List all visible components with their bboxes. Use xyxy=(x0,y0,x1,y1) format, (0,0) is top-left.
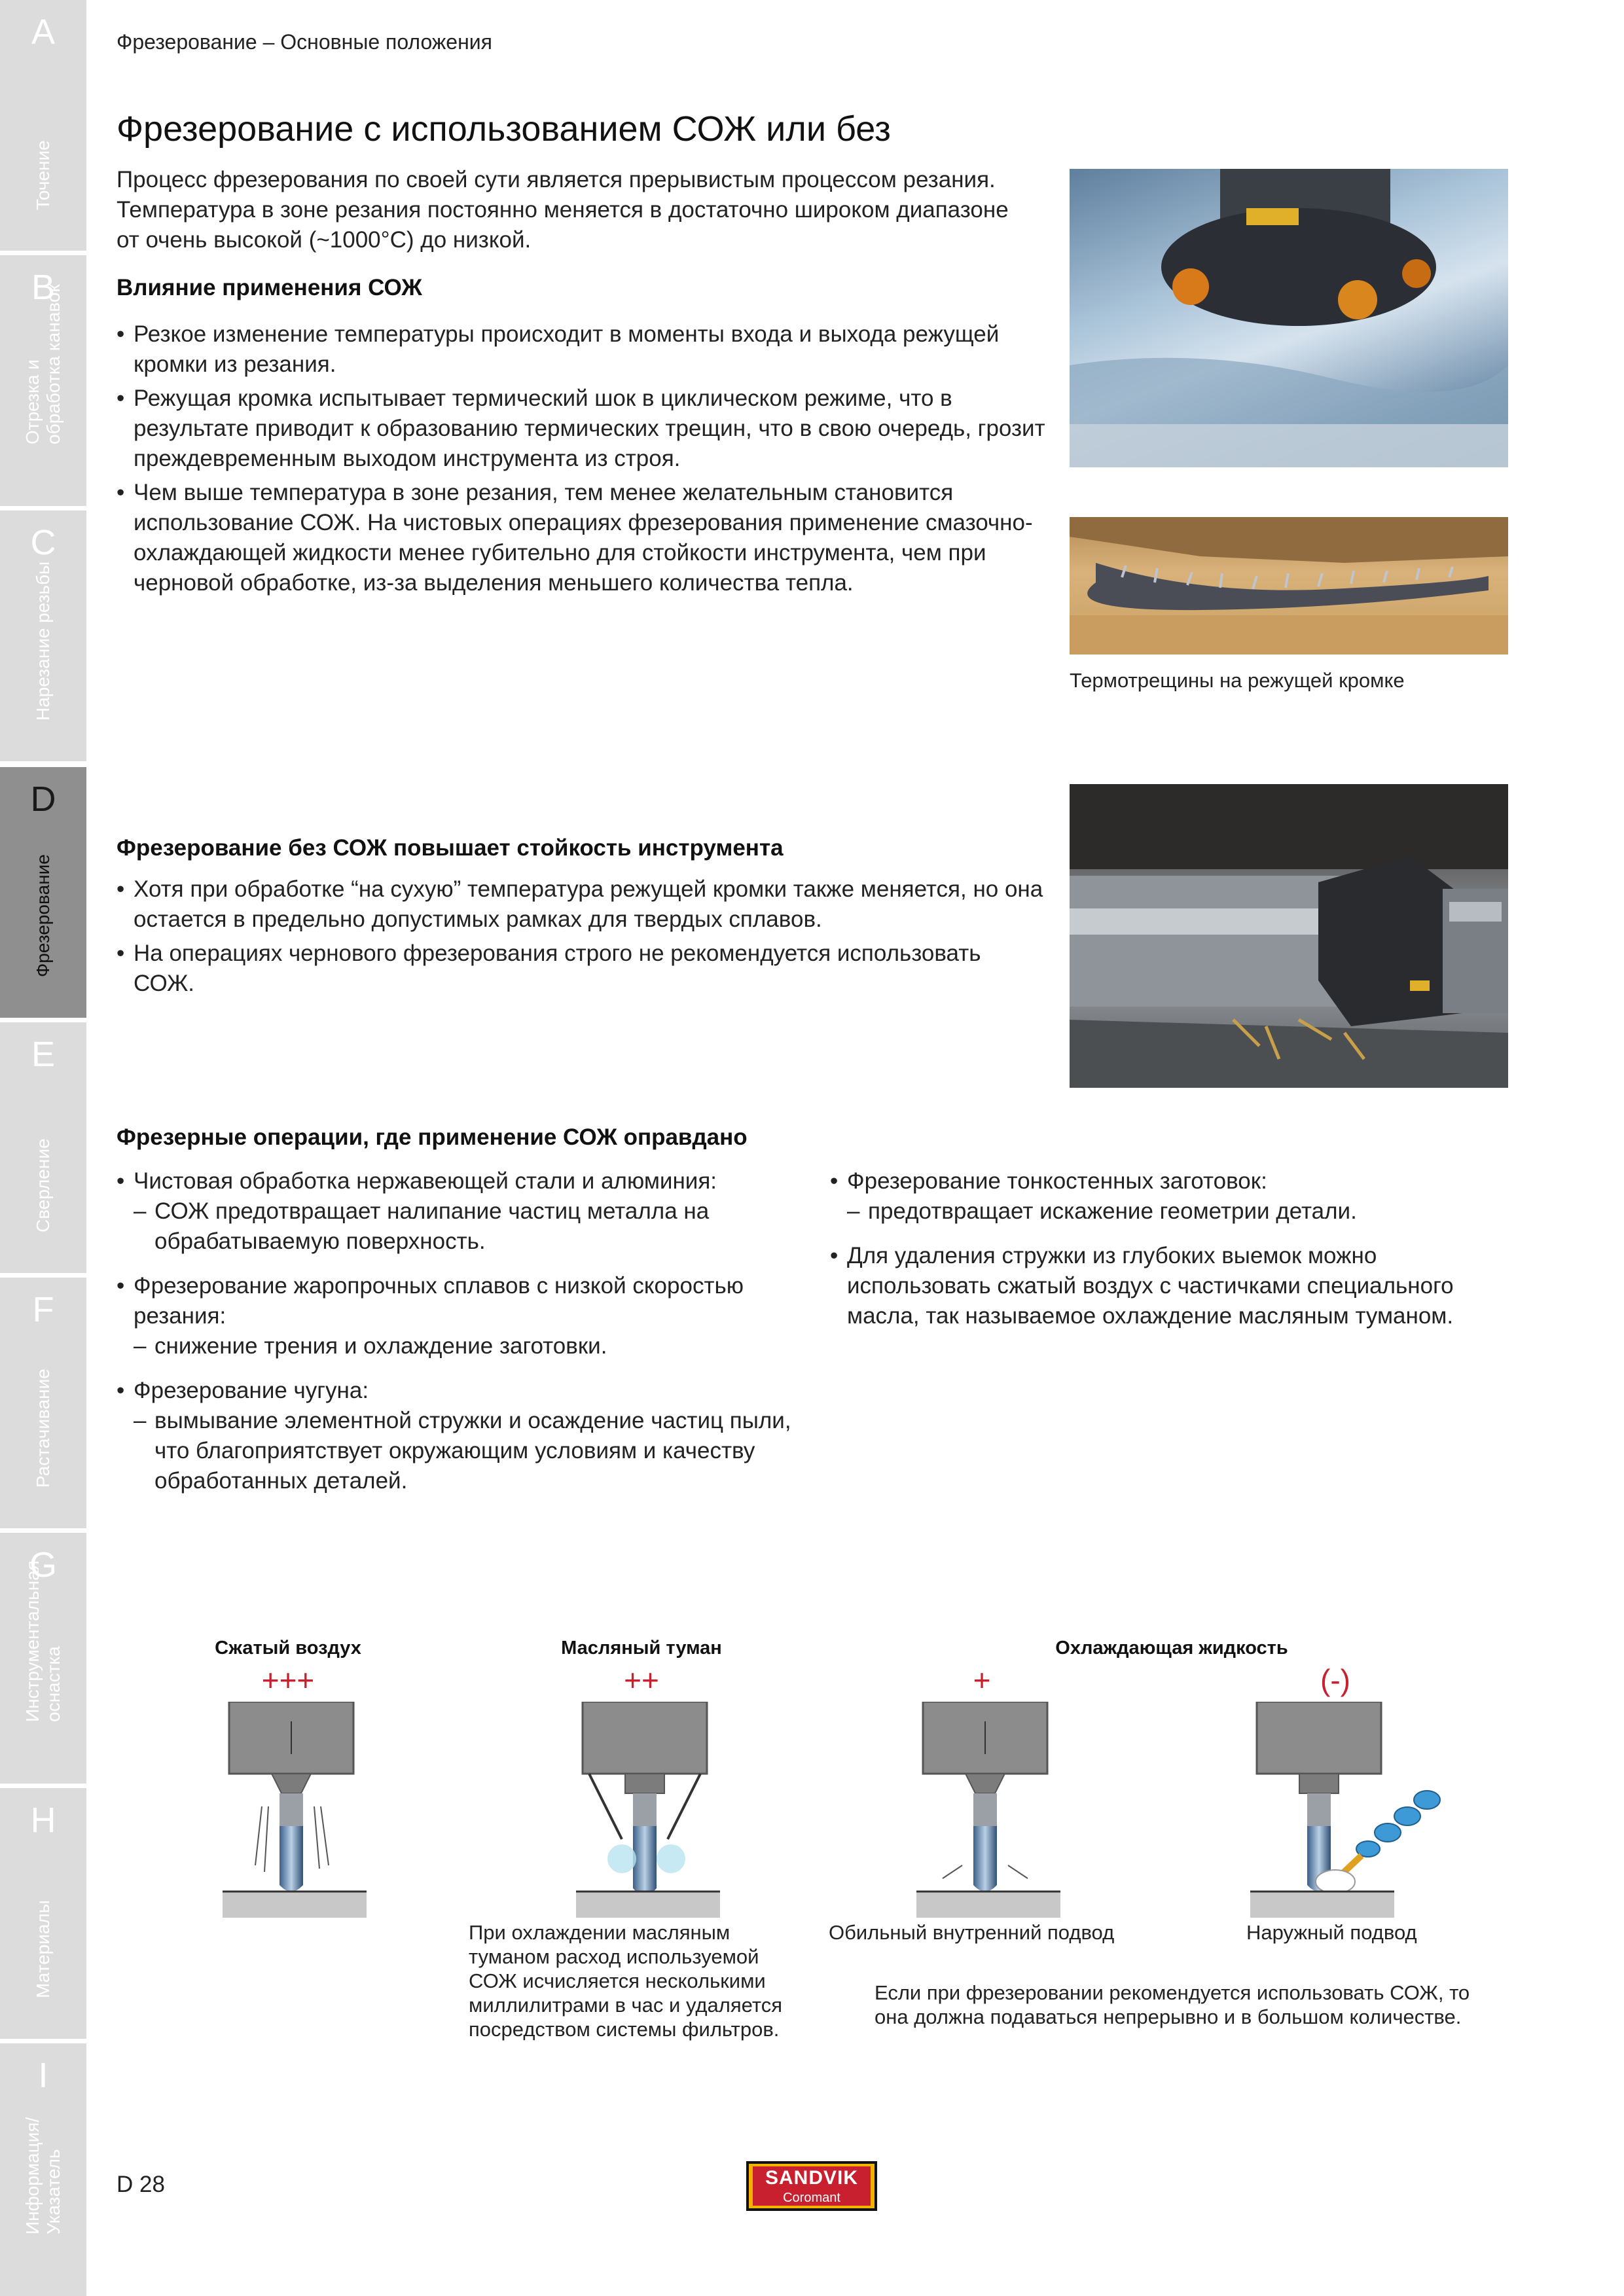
page-title: Фрезерование с использованием СОЖ или без xyxy=(117,109,891,149)
tab-letter: F xyxy=(32,1290,54,1329)
bullet-subitem: – вымывание элементной стружки и осаждение частиц пыли, что благоприятствует окружающим условиям и качеству обработанных деталей. xyxy=(134,1406,810,1496)
air-method-drawing xyxy=(223,1702,367,1918)
running-title: Фрезерование – Основные положения xyxy=(117,30,492,54)
bullet-subitem: – предотвращает искажение геометрии детали. xyxy=(847,1196,1524,1227)
bullet-text: • Фрезерование жаропрочных сплавов с низкой скоростью резания: xyxy=(134,1273,744,1329)
label-oil-mist: Масляный туман xyxy=(561,1638,722,1659)
label-coolant: Охлаждающая жидкость xyxy=(1055,1638,1288,1659)
tab-a[interactable] xyxy=(0,0,86,251)
tab-e[interactable] xyxy=(0,1022,86,1273)
score-external: (-) xyxy=(1320,1663,1350,1697)
photo-milling-with-coolant xyxy=(1070,169,1508,467)
page-number: D 28 xyxy=(117,2172,165,2197)
tab-letter: A xyxy=(31,12,56,52)
tab-label: Информация/ Указатель xyxy=(22,2117,63,2234)
bullet-item xyxy=(830,1166,1524,1227)
tab-letter: G xyxy=(29,1545,57,1585)
bullet-text: • Фрезерование тонкостенных заготовок: xyxy=(847,1168,1267,1194)
coolant-note: Если при фрезеровании рекомендуется использовать СОЖ, то она должна подаваться непрерывно и в большом количестве. xyxy=(875,1981,1470,2028)
tab-label: Нарезание резьбы xyxy=(33,561,53,721)
photo-caption: Термотрещины на режущей кромке xyxy=(1070,669,1405,692)
tab-label: Отрезка и обработка канавок xyxy=(22,284,63,444)
bullet-text: • Для удаления стружки из глубоких выемок можно использовать сжатый воздух с частичками специального масла, так называемое охлаждение масляным туманом. xyxy=(847,1243,1454,1329)
bullet-subitem: – СОЖ предотвращает налипание частиц металла на обрабатываемую поверхность. xyxy=(134,1196,810,1257)
section2-heading: Фрезерование без СОЖ повышает стойкость инструмента xyxy=(117,835,784,861)
bullet-item: • Чем выше температура в зоне резания, тем менее желательным становится использование СОЖ. На чистовых операциях фрезерования применение смазочно-охлаждающей жидкости менее губительно для стойкости инструмента, чем при черновой обработке, из-за выделения меньшего количества тепла. xyxy=(117,478,1046,598)
section1-heading: Влияние применения СОЖ xyxy=(117,275,422,300)
bullet-item xyxy=(117,1271,810,1361)
bullet-item xyxy=(117,1166,810,1257)
tab-b[interactable] xyxy=(0,255,86,506)
bullet-item: • На операциях чернового фрезерования строго не рекомендуется использовать СОЖ. xyxy=(117,939,1046,999)
bullet-item: • Режущая кромка испытывает термический шок в циклическом режиме, что в результате приводит к образованию термических трещин, что в свою очередь, грозит преждевременным выходом инструмента из строя. xyxy=(117,384,1046,474)
bullet-item: • Хотя при обработке “на сухую” температура режущей кромки также меняется, но она остается в предельно допустимых рамках для твердых сплавов. xyxy=(117,874,1046,935)
mist-note: При охлаждении масляным туманом расход используемой СОЖ исчисляется несколькими миллилитрами в час и удаляется посредством системы фильтров. xyxy=(469,1921,782,2041)
section3-heading: Фрезерные операции, где применение СОЖ оправдано xyxy=(117,1124,748,1150)
sandvik-logo xyxy=(746,2161,877,2211)
tab-letter: I xyxy=(38,2056,48,2095)
section2-bullets xyxy=(117,874,1046,1003)
mist-method-drawing xyxy=(576,1702,720,1918)
tab-i[interactable] xyxy=(0,2043,86,2296)
bullet-item: • Резкое изменение температуры происходит в моменты входа и выхода режущей кромки из резания. xyxy=(117,319,1046,380)
bullet-item xyxy=(830,1241,1524,1331)
section-sidebar xyxy=(0,0,86,2296)
tab-label: Точение xyxy=(33,140,53,210)
tab-h[interactable] xyxy=(0,1788,86,2039)
logo-line1: SANDVIK xyxy=(753,2166,871,2190)
coolant-methods-illustration xyxy=(196,1702,1473,1924)
caption-internal: Обильный внутренний подвод xyxy=(829,1921,1115,1944)
tab-f[interactable] xyxy=(0,1278,86,1528)
intro-text: Процесс фрезерования по своей сути является прерывистым процессом резания. Температура в зоне резания постоянно меняется в достаточно широком диапазоне от очень высокой (~1000°C) до низкой. xyxy=(117,167,1009,253)
tab-c[interactable] xyxy=(0,511,86,761)
score-internal: + xyxy=(973,1663,991,1697)
logo-line2: Coromant xyxy=(753,2190,871,2206)
score-mist: ++ xyxy=(624,1663,659,1697)
section3-right-bullets xyxy=(830,1166,1524,1346)
internal-coolant-drawing xyxy=(916,1702,1060,1918)
external-coolant-drawing xyxy=(1250,1702,1440,1918)
section3-left-bullets xyxy=(117,1166,810,1511)
bullet-text: • Чистовая обработка нержавеющей стали и алюминия: xyxy=(134,1168,717,1194)
tab-d[interactable] xyxy=(0,767,86,1018)
tab-label: Сверление xyxy=(33,1138,53,1232)
caption-external: Наружный подвод xyxy=(1246,1921,1417,1944)
section1-bullets xyxy=(117,319,1046,602)
tab-letter: H xyxy=(30,1801,56,1840)
photo-dry-milling xyxy=(1070,784,1508,1088)
tab-label: Растачивание xyxy=(33,1369,53,1488)
tab-letter: B xyxy=(31,268,56,307)
bullet-subitem: – снижение трения и охлаждение заготовки. xyxy=(134,1331,810,1361)
tab-g[interactable] xyxy=(0,1533,86,1784)
score-air: +++ xyxy=(261,1663,315,1697)
tab-letter: C xyxy=(30,523,56,562)
label-compressed-air: Сжатый воздух xyxy=(215,1638,361,1659)
bullet-text: • Фрезерование чугуна: xyxy=(134,1378,369,1403)
photo-thermal-cracks xyxy=(1070,517,1508,655)
tab-letter: E xyxy=(31,1035,56,1074)
bullet-item xyxy=(117,1376,810,1496)
tab-label: Фрезерование xyxy=(33,854,53,977)
tab-letter: D xyxy=(30,780,56,819)
tab-label: Материалы xyxy=(33,1900,53,1998)
tab-label: Инструментальная оснастка xyxy=(22,1560,63,1722)
